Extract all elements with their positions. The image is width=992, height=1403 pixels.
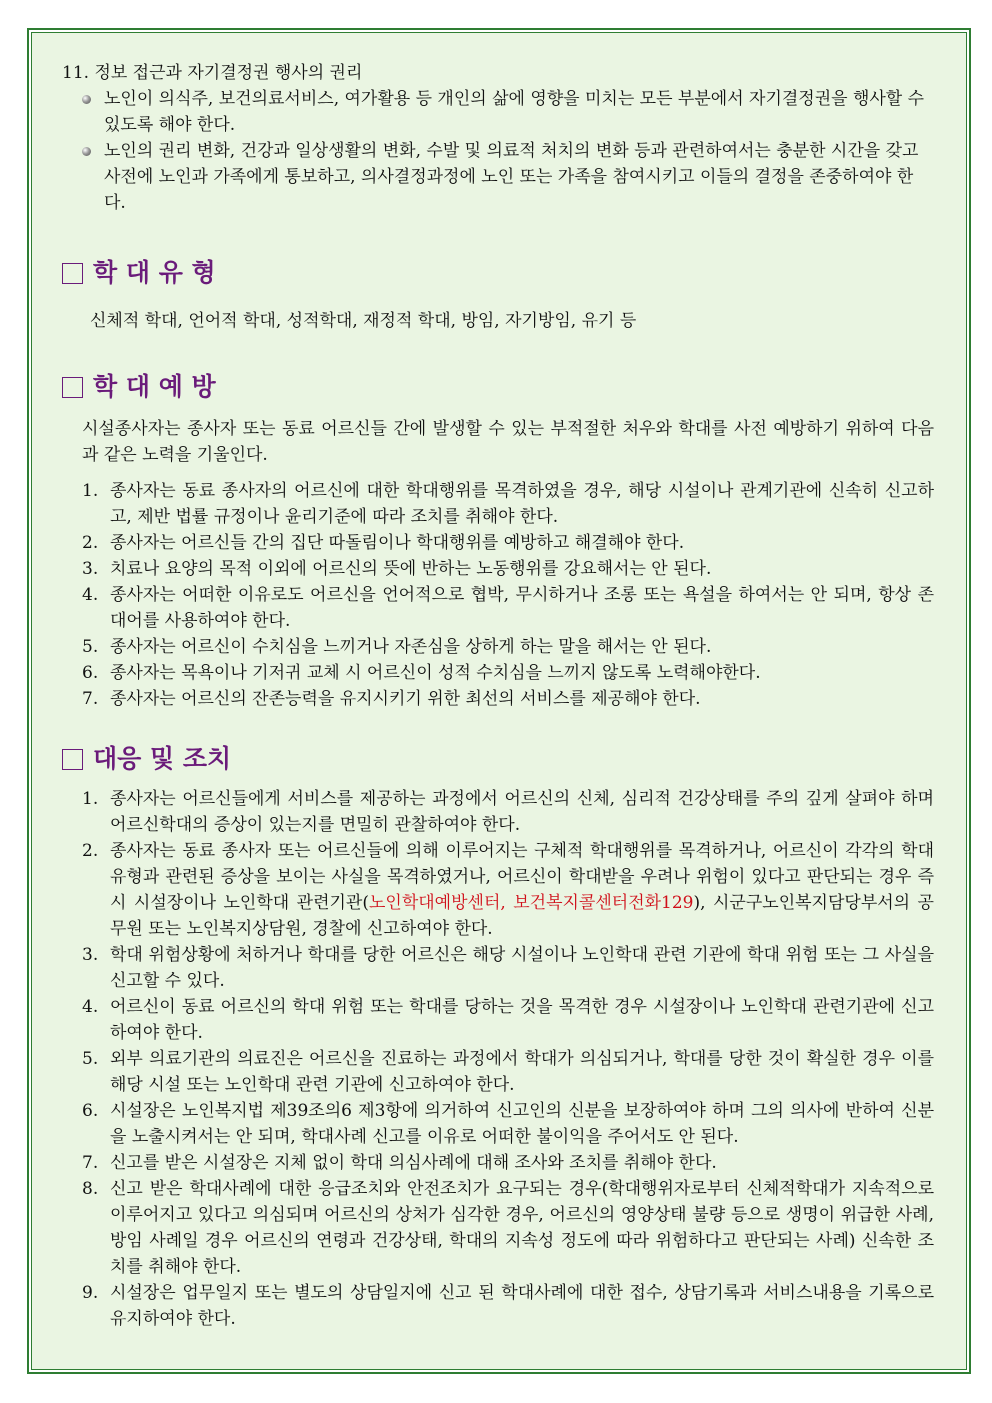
hotline-text: 노인학대예방센터, 보건복지콜센터전화129	[368, 893, 694, 913]
list-item: 3. 치료나 요양의 목적 이외에 어르신의 뜻에 반하는 노동행위를 강요해서는 안 된다.	[82, 559, 712, 579]
list-item: 4. 어르신이 동료 어르신의 학대 위험 또는 학대를 당하는 것을 목격한 경우 시설장이나 노인학대 관련기관에 신고하여야 한다.	[82, 997, 934, 1043]
list-item: 2. 종사자는 어르신들 간의 집단 따돌림이나 학대행위를 예방하고 해결해야 한다.	[82, 533, 685, 553]
list-item: 5. 외부 의료기관의 의료진은 어르신을 진료하는 과정에서 학대가 의심되거나, 학대를 당한 것이 확실한 경우 이를 해당 시설 또는 노인학대 관련 기관에 신고하여야 한다.	[82, 1049, 934, 1095]
list-item: 9. 시설장은 업무일지 또는 별도의 상담일지에 신고 된 학대사례에 대한 접수, 상담기록과 서비스내용을 기록으로 유지하여야 한다.	[82, 1283, 934, 1329]
list-item: 1. 종사자는 어르신들에게 서비스를 제공하는 과정에서 어르신의 신체, 심리적 건강상태를 주의 깊게 살펴야 하며 어르신학대의 증상이 있는지를 면밀히 관찰하여야 한다.	[82, 789, 934, 835]
list-item: 6. 종사자는 목욕이나 기저귀 교체 시 어르신이 성적 수치심을 느끼지 않도록 노력해야한다.	[82, 663, 761, 683]
prevention-list	[62, 478, 934, 712]
bullet-item: 노인의 권리 변화, 건강과 일상생활의 변화, 수발 및 의료적 처치의 변화 등과 관련하여서는 충분한 시간을 갖고 사전에 노인과 가족에게 통보하고, 의사결정과정에 노인 또는 가족을 참여시키고 이들의 결정을 존중하여야 한다.	[62, 138, 934, 216]
prevention-intro: 시설종사자는 종사자 또는 동료 어르신들 간에 발생할 수 있는 부적절한 처우와 학대를 사전 예방하기 위하여 다음과 같은 노력을 기울인다.	[82, 419, 934, 465]
abuse-types-text: 신체적 학대, 언어적 학대, 성적학대, 재정적 학대, 방임, 자기방임, 유기 등	[90, 311, 637, 331]
response-list	[62, 786, 934, 1332]
section-11-title: 11. 정보 접근과 자기결정권 행사의 권리	[62, 63, 363, 83]
document-content	[62, 60, 934, 1332]
list-item: 2. 종사자는 동료 종사자 또는 어르신들에 의해 이루어지는 구체적 학대행위를 목격하거나, 어르신이 각각의 학대 유형과 관련된 증상을 보이는 사실을 목격하였거나, 어르신이 학대받을 우려나 위험이 있다고 판단되는 경우 즉시 시설장이나 노인학대 관련기관(노인학대예방센터, 보건복지콜센터전화129), 시군구노인복지담당부서의 공무원 또는 노인복지상담원, 경찰에 신고하여야 한다.	[82, 841, 934, 939]
abuse-types-heading: 학 대 유 형	[62, 256, 934, 290]
checkbox-square-icon	[62, 377, 83, 398]
list-item: 7. 신고를 받은 시설장은 지체 없이 학대 의심사례에 대해 조사와 조치를 취해야 한다.	[82, 1153, 717, 1173]
bullet-item: 노인이 의식주, 보건의료서비스, 여가활용 등 개인의 삶에 영향을 미치는 모든 부분에서 자기결정권을 행사할 수 있도록 해야 한다.	[62, 86, 934, 138]
list-item: 8. 신고 받은 학대사례에 대한 응급조치와 안전조치가 요구되는 경우(학대행위자로부터 신체적학대가 지속적으로 이루어지고 있다고 의심되며 어르신의 상처가 심각한 경우, 어르신의 영양상태 불량 등으로 생명이 위급한 사례, 방임 사례일 경우 어르신의 연령과 건강상태, 학대의 지속성 정도에 따라 위험하다고 판단되는 사례) 신속한 조치를 취해야 한다.	[82, 1179, 934, 1277]
list-item: 1. 종사자는 동료 종사자의 어르신에 대한 학대행위를 목격하였을 경우, 해당 시설이나 관계기관에 신속히 신고하고, 제반 법률 규정이나 윤리기준에 따라 조치를 취해야 한다.	[82, 481, 934, 527]
checkbox-square-icon	[62, 263, 83, 284]
prevention-heading: 학 대 예 방	[62, 370, 934, 404]
list-item: 4. 종사자는 어떠한 이유로도 어르신을 언어적으로 협박, 무시하거나 조롱 또는 욕설을 하여서는 안 되며, 항상 존대어를 사용하여야 한다.	[82, 585, 934, 631]
response-heading: 대응 및 조치	[62, 742, 934, 776]
list-item: 5. 종사자는 어르신이 수치심을 느끼거나 자존심을 상하게 하는 말을 해서는 안 된다.	[82, 637, 712, 657]
checkbox-square-icon	[62, 749, 83, 770]
section-11-bullets	[62, 86, 934, 216]
list-item: 7. 종사자는 어르신의 잔존능력을 유지시키기 위한 최선의 서비스를 제공해야 한다.	[82, 689, 701, 709]
list-item: 6. 시설장은 노인복지법 제39조의6 제3항에 의거하여 신고인의 신분을 보장하여야 하며 그의 의사에 반하여 신분을 노출시켜서는 안 되며, 학대사례 신고를 이유로 어떠한 불이익을 주어서도 안 된다.	[82, 1101, 934, 1147]
bullet-icon	[82, 95, 91, 104]
list-item: 3. 학대 위험상황에 처하거나 학대를 당한 어르신은 해당 시설이나 노인학대 관련 기관에 학대 위험 또는 그 사실을 신고할 수 있다.	[82, 945, 934, 991]
bullet-icon	[82, 147, 91, 156]
